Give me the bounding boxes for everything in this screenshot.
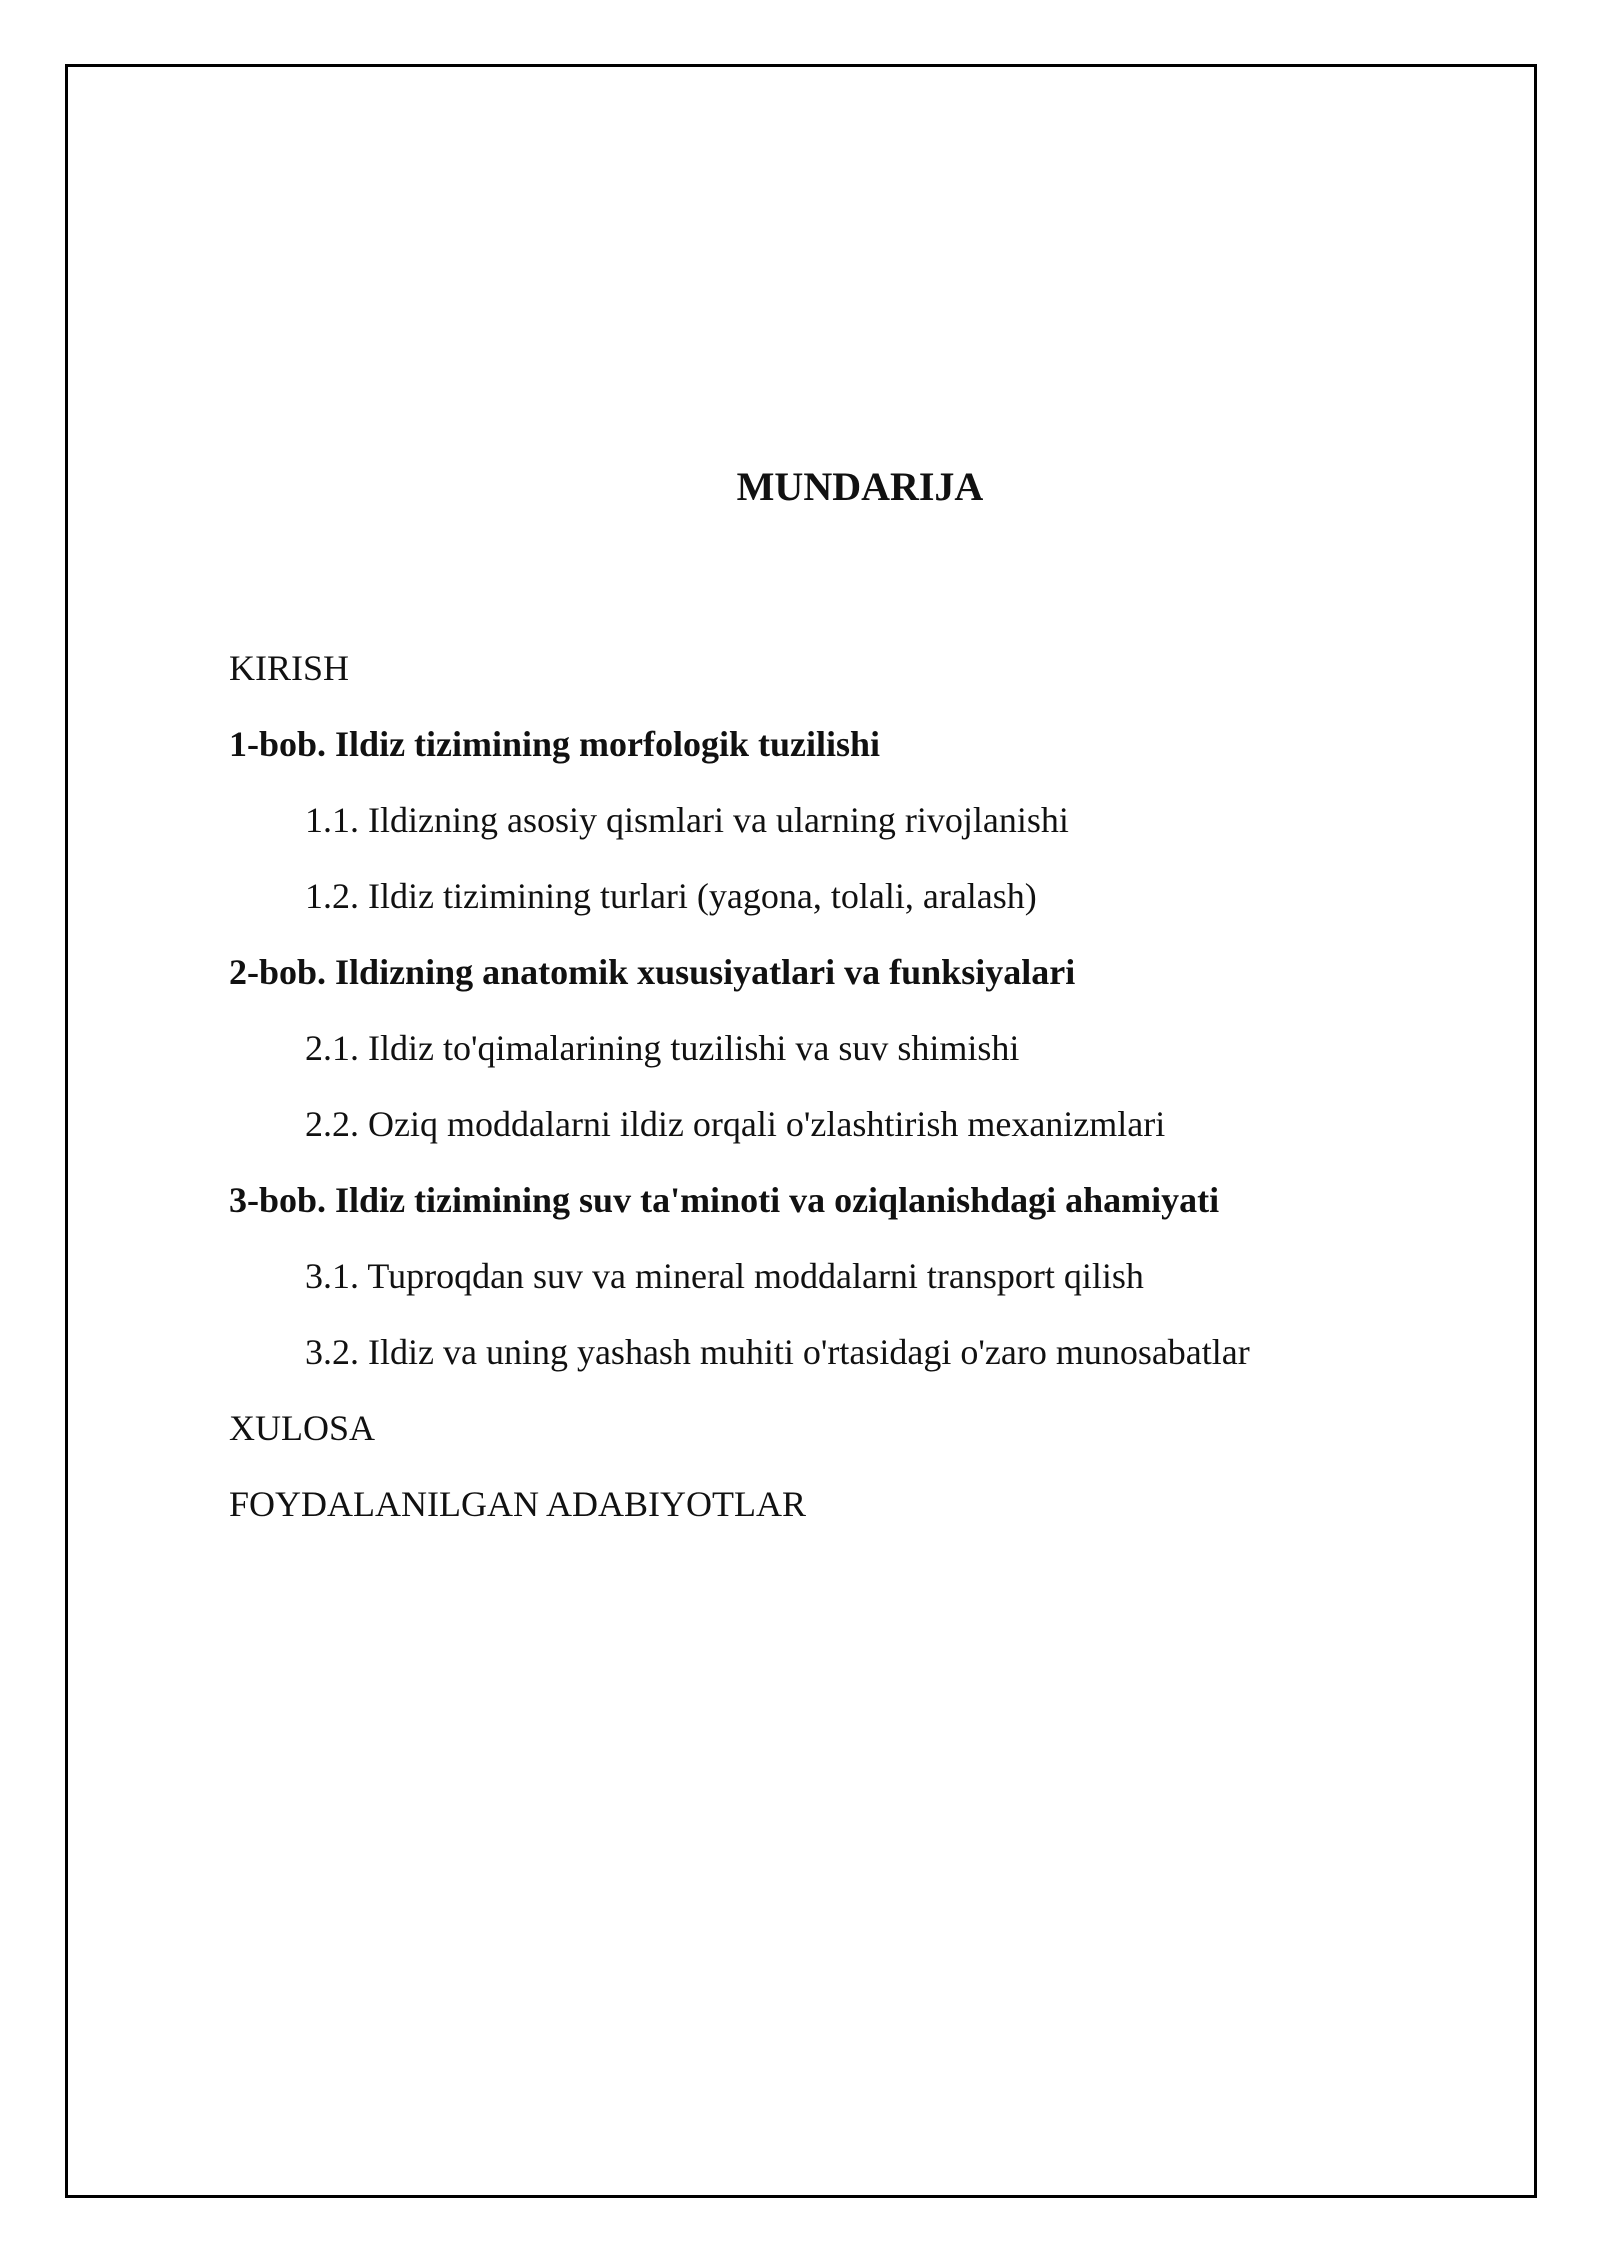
page-title: MUNDARIJA bbox=[736, 464, 984, 509]
toc-section-1-1: 1.1. Ildizning asosiy qismlari va ularning rivojlanishi bbox=[305, 800, 1069, 840]
toc-entry-conclusion: XULOSA bbox=[229, 1408, 376, 1448]
toc-section-3-2: 3.2. Ildiz va uning yashash muhiti o'rtasidagi o'zaro munosabatlar bbox=[305, 1332, 1250, 1372]
toc-section-1-2: 1.2. Ildiz tizimining turlari (yagona, tolali, aralash) bbox=[305, 876, 1037, 916]
toc-chapter-3: 3-bob. Ildiz tizimining suv ta'minoti va oziqlanishdagi ahamiyati bbox=[229, 1180, 1220, 1220]
toc-section-2-2: 2.2. Oziq moddalarni ildiz orqali o'zlashtirish mexanizmlari bbox=[305, 1104, 1166, 1144]
toc-chapter-1: 1-bob. Ildiz tizimining morfologik tuzilishi bbox=[229, 724, 881, 764]
toc-chapter-2: 2-bob. Ildizning anatomik xususiyatlari va funksiyalari bbox=[229, 952, 1076, 992]
table-of-contents bbox=[229, 640, 1479, 1552]
toc-section-2-1: 2.1. Ildiz to'qimalarining tuzilishi va suv shimishi bbox=[305, 1028, 1020, 1068]
toc-entry-introduction: KIRISH bbox=[229, 648, 350, 688]
toc-section-3-1: 3.1. Tuproqdan suv va mineral moddalarni transport qilish bbox=[305, 1256, 1144, 1296]
toc-entry-references: FOYDALANILGAN ADABIYOTLAR bbox=[229, 1484, 806, 1524]
